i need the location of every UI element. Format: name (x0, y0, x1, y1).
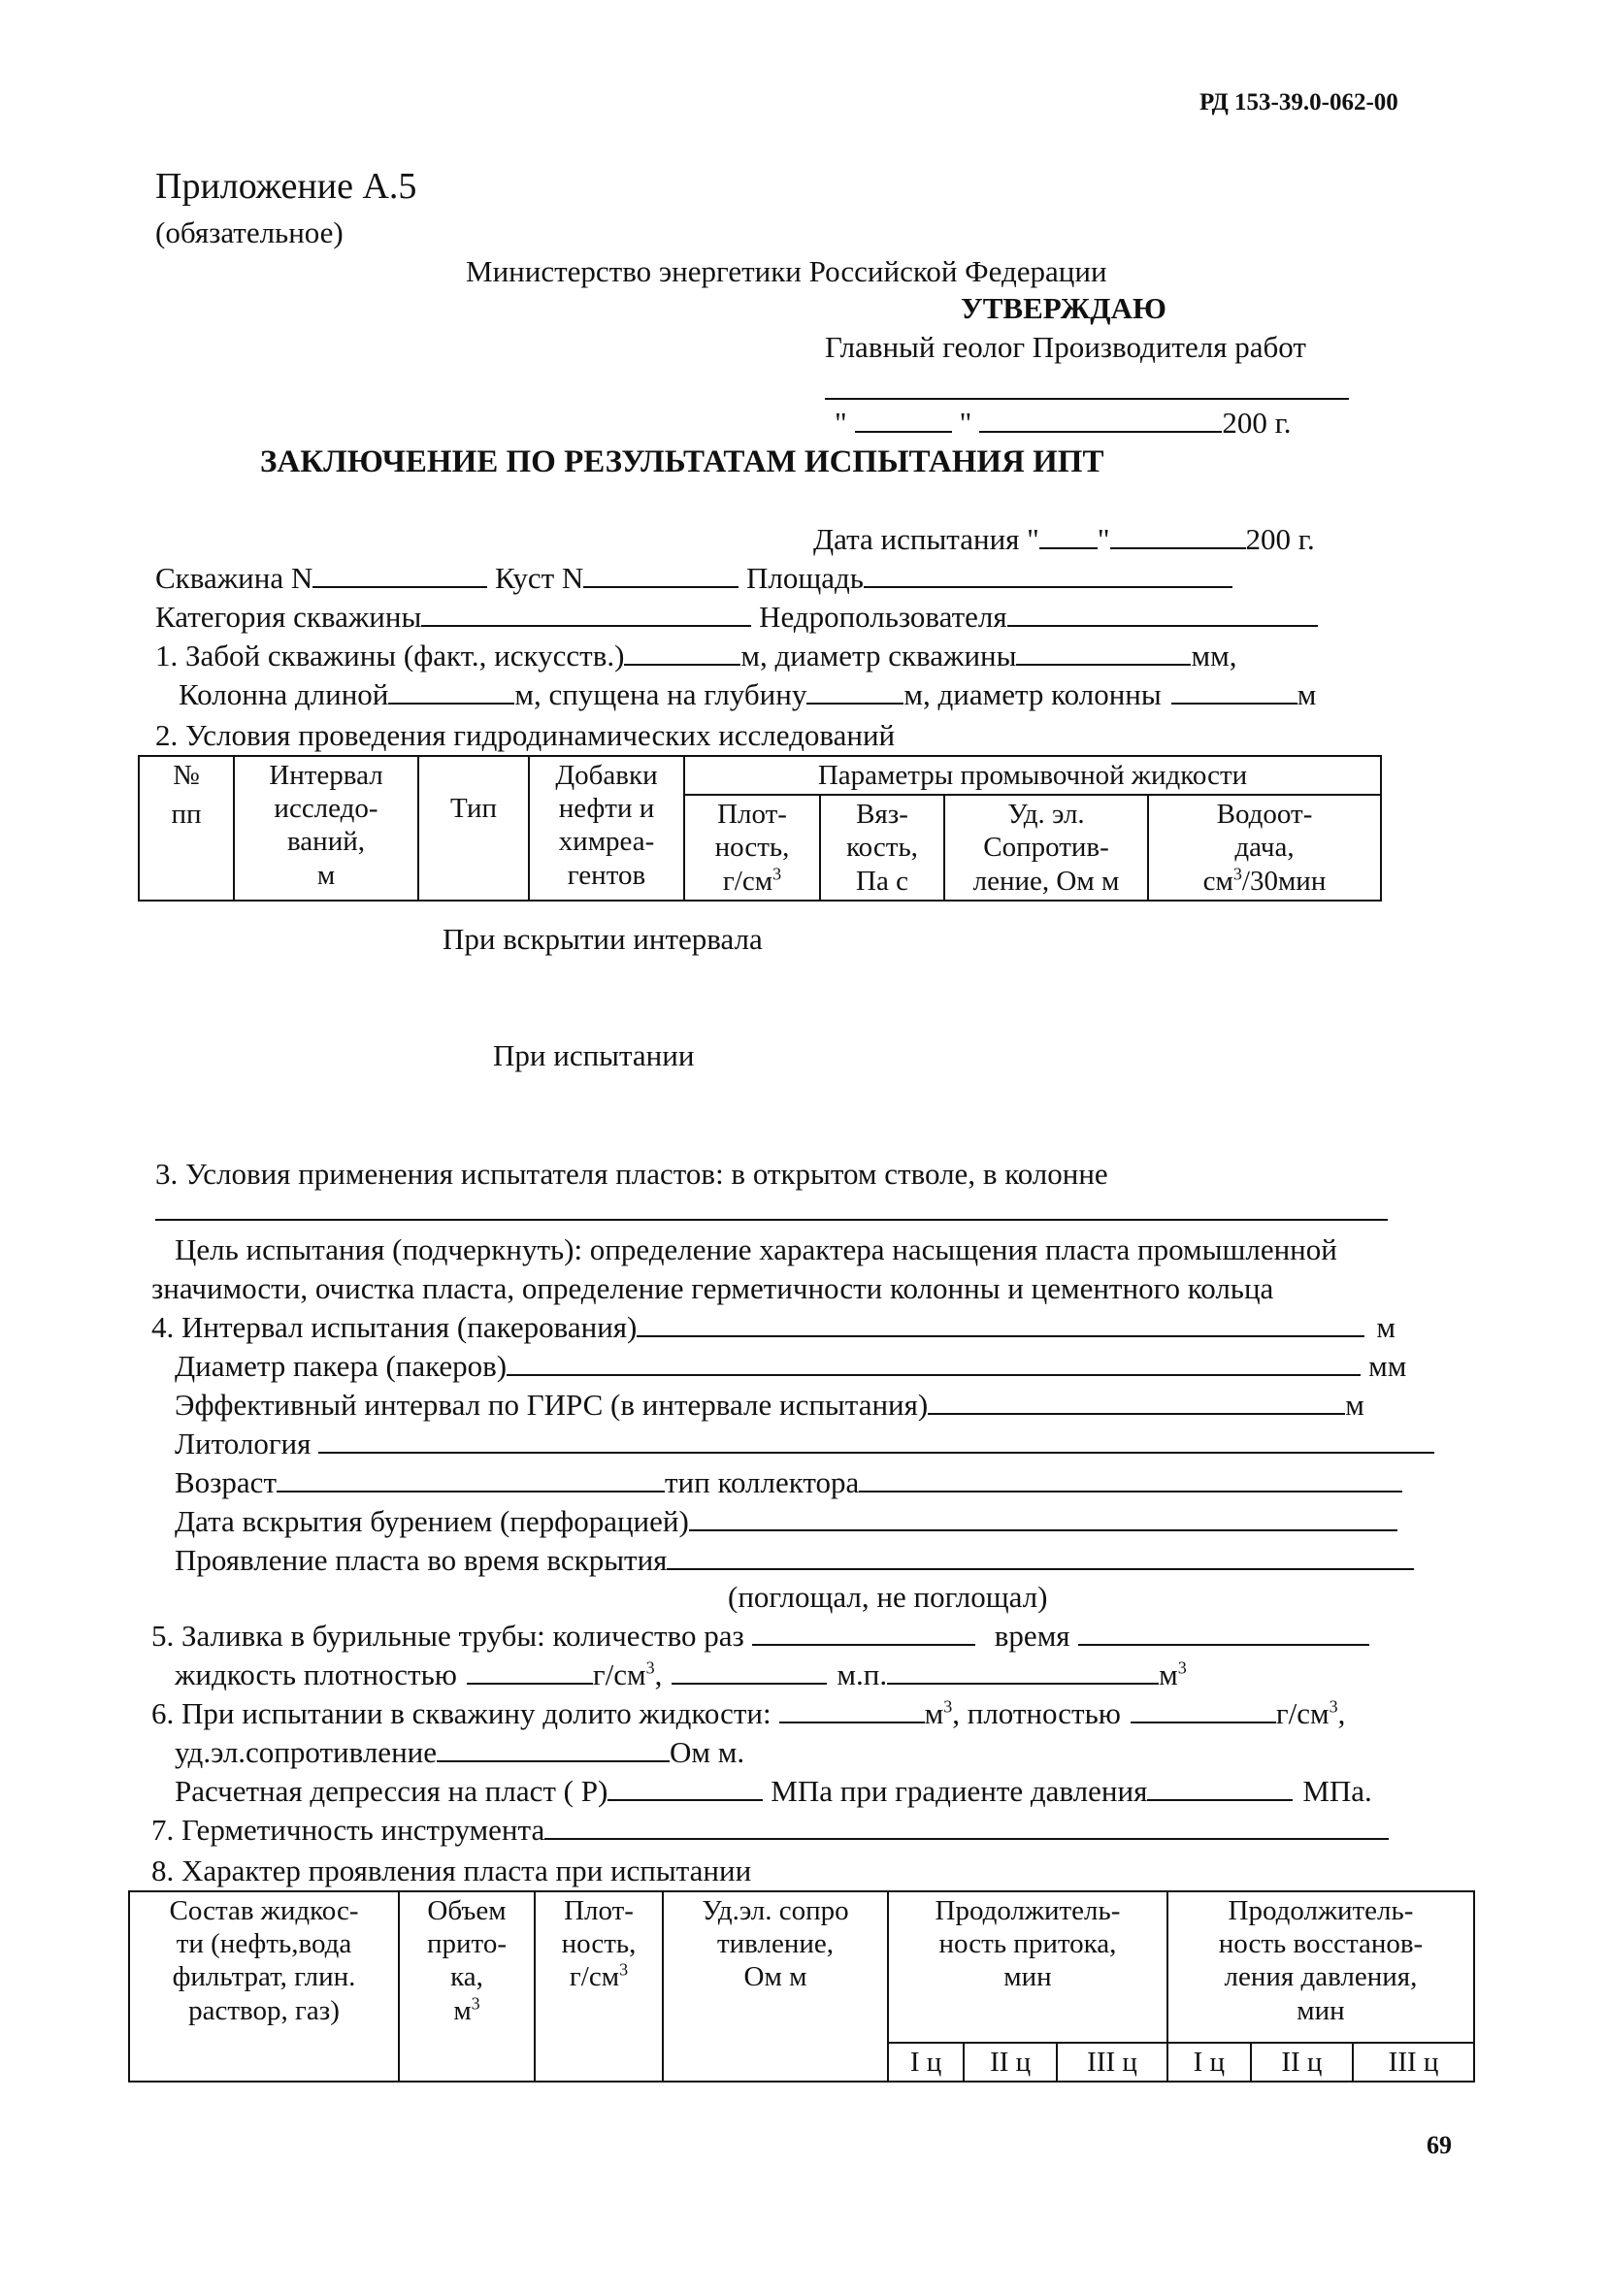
col-number: № пп (139, 756, 234, 901)
appendix-subtitle: (обязательное) (155, 215, 344, 249)
formation-manifestation-table (128, 1890, 1475, 2083)
restore-cycle-3: III ц (1353, 2043, 1474, 2082)
section-6-line-1: 6. При испытании в скважину долито жидкости: $м^3$, плотностью $г/см^3$, (151, 1696, 1346, 1730)
document-code: РД 153-39.0-062-00 (1199, 89, 1398, 115)
packer-diameter: Диаметр пакера (пакеров) мм (175, 1349, 1407, 1383)
section-3-line: 3. Условия применения испытателя пластов: в открытом стволе, в колонне (155, 1157, 1108, 1191)
test-goal-line-1: Цель испытания (подчеркнуть): определение характера насыщения пласта промышленной (175, 1232, 1337, 1266)
section-5-line-2: жидкость плотностью $г/см^3$, м.п. $м^3$ (175, 1657, 1187, 1691)
col-type: Тип (418, 756, 529, 901)
col-density: Плот- ность, $г/см^3$ (684, 795, 820, 901)
well-line: Скважина N Куст N Площадь (155, 561, 1232, 596)
section-7-line: 7. Герметичность инструмента (151, 1813, 1389, 1848)
test-goal-line-2: значимости, очистка пласта, определение герметичности колонны и цементного кольца (151, 1271, 1274, 1305)
approver-signature-line (825, 398, 1349, 400)
inflow-cycle-2: II ц (964, 2043, 1057, 2082)
effective-interval: Эффективный интервал по ГИРС (в интервале испытания) м (175, 1388, 1364, 1422)
restore-cycle-1: I ц (1167, 2043, 1251, 2082)
section-2-title: 2. Условия проведения гидродинамических исследований (155, 718, 896, 752)
ministry-name: Министерство энергетики Российской Федерации (466, 254, 1107, 288)
fluid-parameters-group: Параметры промывочной жидкости (684, 756, 1381, 795)
category-line: Категория скважины Недропользователя (155, 600, 1318, 635)
age-collector: Возраст тип коллектора (175, 1465, 1402, 1500)
col-density-8: Плот- ность, $г/см^3$ (535, 1891, 663, 2082)
col-interval: Интервал исследо- ваний, м (234, 756, 418, 901)
col-inflow-volume: Объем прито- ка, $м^3$ (399, 1891, 535, 2082)
absorption-hint: (поглощал, не поглощал) (728, 1580, 1048, 1614)
section-4-interval: 4. Интервал испытания (пакерования) м (151, 1310, 1396, 1344)
col-additives: Добавки нефти и химреа- гентов (529, 756, 684, 901)
col-resistivity: Уд. эл. Сопротив- ление, Ом м (944, 795, 1148, 901)
hydrodynamic-conditions-table (138, 755, 1382, 902)
col-filtration: Водоот- дача, $см^3/30мин$ (1148, 795, 1381, 901)
section-6-line-3: Расчетная депрессия на пласт ( Р) МПа при градиенте давления МПа. (175, 1774, 1372, 1808)
col-resistivity-8: Уд.эл. сопро тивление, Ом м (663, 1891, 888, 2082)
formation-manifest: Проявление пласта во время вскрытия (175, 1543, 1414, 1578)
test-date-line: Дата испытания " " 200 г. (813, 522, 1315, 556)
inflow-cycle-1: I ц (888, 2043, 964, 2082)
col-restore-duration: Продолжитель- ность восстанов- ления давления, мин (1167, 1891, 1474, 2043)
section-8-title: 8. Характер проявления пласта при испытании (151, 1853, 752, 1887)
section-1-line-2: Колонна длиной м, спущена на глубину м, диаметр колонны м (179, 677, 1317, 711)
opening-date: Дата вскрытия бурением (перфорацией) (175, 1504, 1397, 1539)
approver-position: Главный геолог Производителя работ (825, 330, 1306, 364)
page-number: 69 (1427, 2131, 1452, 2159)
approve-title: УТВЕРЖДАЮ (961, 291, 1166, 325)
approval-date-line: " " 200 г. (835, 406, 1292, 440)
opening-interval-label: При вскрытии интервала (443, 922, 763, 956)
section-3-underline (155, 1219, 1388, 1221)
document-title: ЗАКЛЮЧЕНИЕ ПО РЕЗУЛЬТАТАМ ИСПЫТАНИЯ ИПТ (260, 444, 1104, 479)
section-5-line-1: 5. Заливка в бурильные трубы: количество раз время (151, 1619, 1369, 1654)
col-viscosity: Вяз- кость, Па с (820, 795, 944, 901)
section-1-line-1: 1. Забой скважины (факт., искусств.) м, диаметр скважины мм, (155, 639, 1237, 672)
appendix-title: Приложение А.5 (155, 166, 417, 207)
restore-cycle-2: II ц (1251, 2043, 1353, 2082)
testing-label: При испытании (493, 1038, 695, 1072)
inflow-cycle-3: III ц (1057, 2043, 1167, 2082)
col-inflow-duration: Продолжитель- ность притока, мин (888, 1891, 1167, 2043)
col-fluid-composition: Состав жидкос- ти (нефть,вода фильтрат, глин. раствор, газ) (129, 1891, 399, 2082)
section-6-line-2: уд.эл.сопротивление Ом м. (175, 1735, 745, 1769)
lithology: Литология (175, 1427, 1434, 1461)
